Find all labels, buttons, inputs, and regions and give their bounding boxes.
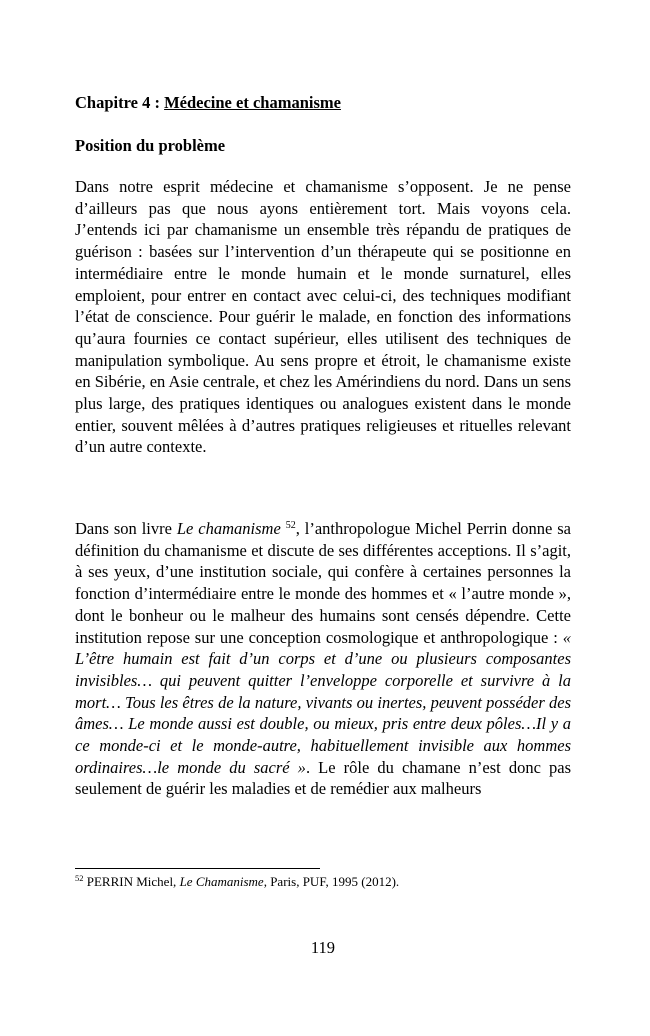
paragraph-2-lead: Dans son livre	[75, 519, 177, 538]
paragraph-2	[75, 518, 571, 800]
page-number: 119	[310, 938, 336, 957]
footnote-author: PERRIN Michel,	[83, 874, 180, 889]
book-page	[75, 0, 571, 1036]
paragraph-1: Dans notre esprit médecine et chamanisme s’opposent. Je ne pense d’ailleurs pas que nous ayons entièrement tort. Mais voyons cela. J’entends ici par chamanisme un ensemble très répandu de pratiques de guérison : basées sur l’intervention d’un thérapeute qui se positionne en intermédiaire entre le monde humain et le monde surnaturel, elles emploient, pour entrer en contact avec celui-ci, des techniques modifiant l’état de conscience. Pour guérir le malade, en fonction des informations qu’aura fournies ce contact supérieur, elles utilisent des techniques de manipulation symbolique. Au sens propre et étroit, le chamanisme existe en Sibérie, en Asie centrale, et chez les Amérindiens du nord. Dans un sens plus large, des pratiques identiques ou analogues existent dans le monde entier, souvent mêlées à d’autres pratiques religieuses et rituelles relevant d’un autre contexte.	[75, 177, 571, 457]
footnote-number: 52	[75, 873, 84, 883]
perrin-quote: « L’être humain est fait d’un corps et d’une ou plusieurs composantes invisibles… qui peuvent quitter l’enveloppe corporelle et survivre à la mort… Tous les êtres de la nature, vivants ou inertes, peuvent posséder des âmes… Le monde aussi est double, ou mieux, pris entre deux pôles…Il y a ce monde-ci et le monde-autre, habituellement invisible aux hommes ordinaires…le monde du sacré »	[75, 627, 571, 777]
footnote-divider	[75, 868, 320, 869]
paragraph-2-text: , l’anthropologue Michel Perrin donne sa définition du chamanisme et discute de ses différentes acceptions. Il s’agit, à ses yeux, d’une institution sociale, qui confère à certaines personnes la fonction d’intermédiaire entre le monde des hommes et « l’autre monde », dont le bonheur ou le malheur des humains sont censés dépendre. Cette institution repose sur une conception cosmologique et anthropologique :	[75, 519, 572, 647]
footnote-details: , Paris, PUF, 1995 (2012).	[263, 874, 400, 889]
section-title: Position du problème	[75, 136, 226, 155]
footnote	[75, 873, 571, 891]
footnote-reference: 52	[285, 520, 296, 531]
chapter-prefix: Chapitre 4 :	[75, 93, 165, 112]
footnote-title: Le Chamanisme	[179, 874, 264, 889]
chapter-title: Médecine et chamanisme	[164, 93, 341, 112]
book-title: Le chamanisme	[176, 519, 281, 538]
paragraph-2-continuation: . Le rôle du chamane n’est donc pas seulement de guérir les maladies et de remédier aux malheurs	[75, 757, 571, 799]
chapter-heading	[75, 92, 341, 114]
